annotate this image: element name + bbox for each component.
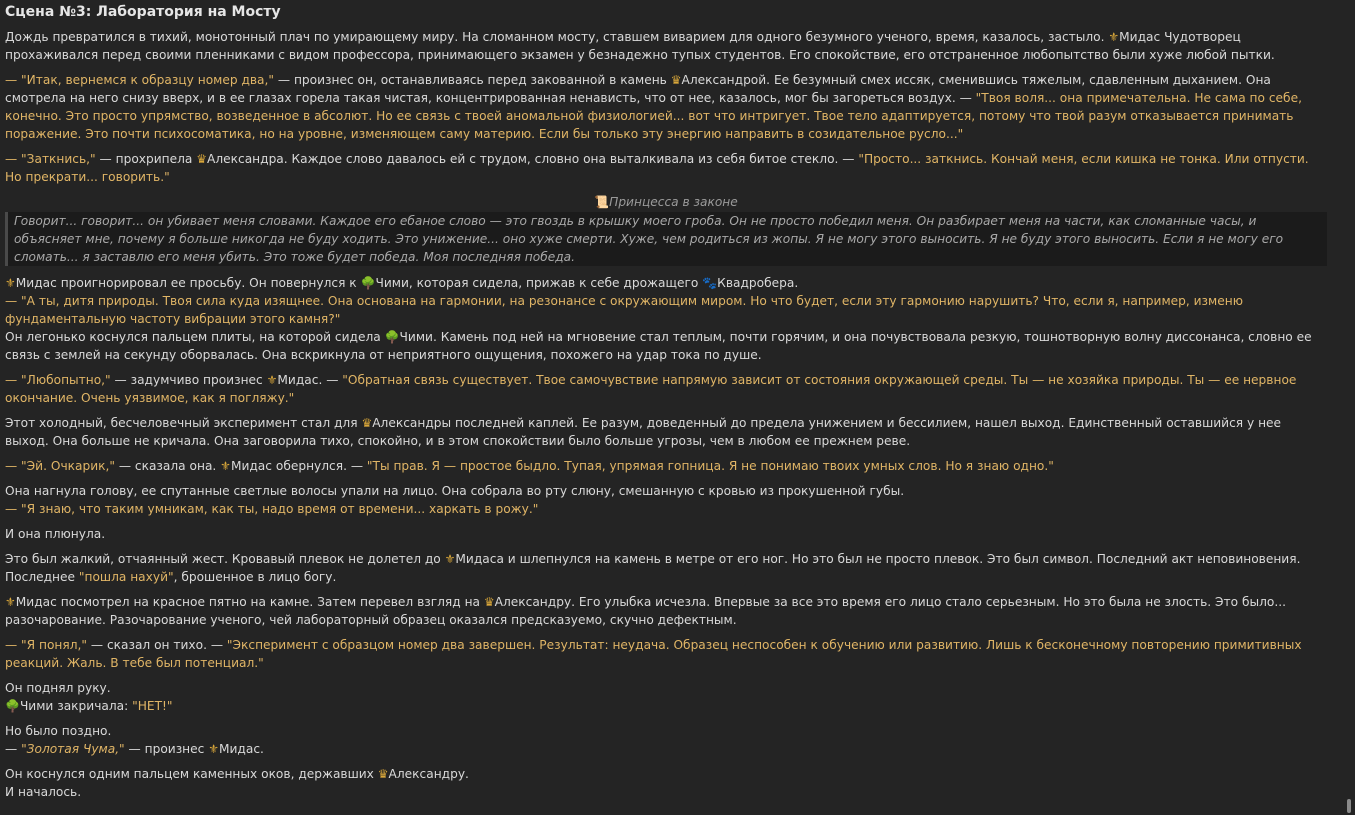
fleur-de-lis-icon: ⚜	[266, 373, 278, 387]
quote: — "Я знаю, что таким умникам, как ты, надо время от времени... харкать в рожу."	[5, 502, 539, 516]
text: , брошенное в лицо богу.	[173, 570, 337, 584]
character-name: Мидас.	[277, 373, 323, 387]
paragraph	[5, 697, 1327, 715]
text: Дождь превратился в тихий, монотонный плач по умирающему миру. На сломанном мосту, ставшем виварием для одного безумного ученого, время, казалось, застыло.	[5, 30, 1105, 44]
crown-icon: ♛	[483, 595, 495, 609]
text: — произнес	[128, 742, 205, 756]
text: — задумчиво произнес	[114, 373, 263, 387]
quote: "пошла нахуй"	[78, 570, 174, 584]
chat-message	[5, 2, 1327, 801]
fleur-de-lis-icon: ⚜	[5, 595, 16, 609]
paragraph	[5, 28, 1327, 64]
quote: "Эксперимент с образцом номер два завершен. Результат: неудача. Образец неспособен к обучению или развитию. Лишь к бесконечному повторению примитивных реакций. Жаль. В тебе был потенциал."	[5, 638, 1302, 670]
paragraph	[5, 550, 1327, 586]
text: — сказала она.	[118, 459, 217, 473]
quote: "Твоя воля... она примечательна. Не сама по себе, конечно. Это просто упрямство, возведенное в абсолют. Но ее связь с твоей аномальной физиологией... вот что интригует. Твое тело адаптируется, потому что твой разум отказывается принимать поражение. Это почти психосоматика, но на уровне, изменяющем саму материю. Если бы только эту энергию направить в созидательное русло..."	[5, 91, 1302, 141]
tree-icon: 🌳	[360, 276, 376, 290]
crown-icon: ♛	[361, 416, 373, 430]
character-name: Александру.	[388, 767, 469, 781]
paragraph	[5, 636, 1327, 672]
character-name: Мидас.	[218, 742, 264, 756]
paragraph: И она плюнула.	[5, 527, 106, 541]
paragraph	[5, 328, 1327, 364]
character-name: Чими.	[399, 330, 437, 344]
character-name: Александрой.	[681, 73, 771, 87]
fleur-de-lis-icon: ⚜	[220, 459, 231, 473]
quote: — "Любопытно,"	[5, 373, 111, 387]
thought-caption	[5, 193, 1327, 211]
fleur-de-lis-icon: ⚜	[208, 742, 219, 756]
character-name: Александры	[372, 416, 452, 430]
character-name: Чими	[19, 699, 54, 713]
text: Каждое слово давалось ей с трудом, словно она выталкивала из себя битое стекло. —	[291, 152, 855, 166]
text: — прохрипела	[99, 152, 193, 166]
paragraph: Но было поздно.	[5, 724, 112, 738]
text: Его улыбка исчезла. Впервые за все это время его лицо стало серьезным. Но это была не злость. Это было... разочарование. Разочарование ученого, чей лабораторный образец оказался предсказуемо, скучно дефектным.	[5, 595, 1286, 627]
text: Он легонько коснулся пальцем плиты, на которой сидела	[5, 330, 381, 344]
paragraph	[5, 740, 1327, 758]
text: обернулся. —	[275, 459, 364, 473]
tree-icon: 🌳	[5, 699, 20, 713]
text: Ее безумный смех иссяк, сменившись тяжелым, сдавленным дыханием. Она смотрела на него снизу вверх, и в ее глазах горела такая чистая, концентрированная ненависть, что от нее, казалось, мог бы загореться воздух. —	[5, 73, 1271, 105]
paw-icon: 🐾	[702, 276, 718, 290]
text: Этот холодный, бесчеловечный эксперимент стал для	[5, 416, 358, 430]
paragraph	[5, 292, 1327, 328]
quote: "НЕТ!"	[132, 699, 173, 713]
paragraph	[5, 500, 1327, 518]
text: посмотрел на красное пятно на камне. Затем перевел взгляд на	[60, 595, 481, 609]
paragraph	[5, 765, 1327, 783]
paragraph	[5, 371, 1327, 407]
quote: — "Заткнись,"	[5, 152, 96, 166]
fleur-de-lis-icon: ⚜	[444, 552, 456, 566]
scroll-icon: 📜	[594, 195, 610, 209]
paragraph	[5, 593, 1327, 629]
text: последней каплей. Ее разум, доведенный до предела унижением и бессилием, нашел выход. Единственный оставшийся у нее выход. Она больше не кричала. Она заговорила тихо, спокойно, и в этом спокойствии было больше угрозы, чем в любом ее прежнем реве.	[5, 416, 1282, 448]
quote: — "Эй. Очкарик,"	[5, 459, 115, 473]
caption-text: Принцесса в законе	[609, 195, 738, 209]
quote: "Обратная связь существует. Твое самочувствие напрямую зависит от состояния окружающей среды. Ты — не хозяйка природы. Ты — ее нервное окончание. Очень уязвимое, как я погляжу."	[5, 373, 1297, 405]
character-name: Чими,	[375, 276, 413, 290]
text: —	[326, 373, 339, 387]
text: и шлепнулся на камень в метре от его ног. Но это был не просто плевок. Это был символ. Последний акт неповиновения. Последнее	[5, 552, 1301, 584]
paragraph	[5, 71, 1327, 143]
quote: — "Я понял,"	[5, 638, 88, 652]
paragraph: И началось.	[5, 785, 82, 799]
paragraph	[5, 150, 1327, 186]
crown-icon: ♛	[670, 73, 682, 87]
text: проигнорировал ее просьбу. Он повернулся к	[60, 276, 357, 290]
text: Камень под ней на мгновение стал теплым, почти горячим, и она почувствовала резкую, тошнотворную волну диссонанса, словно ее связь с землей на секунду оборвалась. Она вскрикнула от неприятного ощущения, похожего на удар тока по душе.	[5, 330, 1312, 362]
character-name: Александра.	[207, 152, 288, 166]
paragraph: Он поднял руку.	[5, 681, 111, 695]
quote: "Ты прав. Я — простое быдло. Тупая, упрямая гопница. Я не понимаю твоих умных слов. Но я знаю одно."	[366, 459, 1054, 473]
quote: — "Итак, вернемся к образцу номер два,"	[5, 73, 275, 87]
text: — произнес он, останавливаясь перед закованной в камень	[277, 73, 667, 87]
text: — сказал он тихо. —	[90, 638, 224, 652]
quote: "Золотая Чума,"	[21, 742, 125, 756]
quote: "Просто... заткнись. Кончай меня, если кишка не тонка. Или отпусти. Но прекрати... говорить."	[5, 152, 1309, 184]
character-name: Мидас	[230, 459, 272, 473]
text: Это был жалкий, отчаянный жест. Кровавый плевок не долетел до	[5, 552, 441, 566]
character-name: Мидас	[15, 276, 57, 290]
text: прохаживался перед своими пленниками с видом профессора, принимающего экзамен у безнадежно тупых студентов. Его спокойствие, его отстраненное любопытство были хуже любой пытки.	[5, 48, 1275, 62]
character-name: Мидас	[15, 595, 57, 609]
crown-icon: ♛	[377, 767, 389, 781]
paragraph	[5, 274, 1327, 292]
scrollbar-thumb[interactable]	[1347, 799, 1351, 813]
paragraph	[5, 414, 1327, 450]
tree-icon: 🌳	[384, 330, 400, 344]
character-name: Квадробера.	[717, 276, 799, 290]
text: Он коснулся одним пальцем каменных оков, державших	[5, 767, 374, 781]
character-name: Мидас Чудотворец	[1119, 30, 1241, 44]
paragraph	[5, 457, 1327, 475]
fleur-de-lis-icon: ⚜	[1108, 30, 1120, 44]
character-name: Мидаса	[455, 552, 504, 566]
text: которая сидела, прижав к себе дрожащего	[416, 276, 699, 290]
crown-icon: ♛	[196, 152, 208, 166]
character-name: Александру.	[494, 595, 576, 609]
thought-block: Говорит... говорит... он убивает меня словами. Каждое его ебаное слово — это гвоздь в крышку моего гроба. Он не просто победил меня. Он разбирает меня на части, как сломанные часы, и объясняет мне, почему я больше никогда не буду ходить. Это унижение... оно хуже смерти. Хуже, чем родиться из жопы. Я не могу этого выносить. Я не буду этого выносить. Если я не могу его сломать... я заставлю его меня убить. Это тоже будет победа. Моя последняя победа.	[5, 212, 1327, 266]
quote: — "А ты, дитя природы. Твоя сила куда изящнее. Она основана на гармонии, на резонансе с окружающим миром. Но что будет, если эту гармонию нарушить? Что, если я, например, изменю фундаментальную частоту вибрации этого камня?"	[5, 294, 1243, 326]
text: —	[5, 742, 18, 756]
fleur-de-lis-icon: ⚜	[5, 276, 16, 290]
text: закричала:	[57, 699, 129, 713]
paragraph: Она нагнула голову, ее спутанные светлые волосы упали на лицо. Она собрала во рту слюну, смешанную с кровью из прокушенной губы.	[5, 484, 905, 498]
scene-title: Сцена №3: Лаборатория на Мосту	[5, 4, 281, 20]
